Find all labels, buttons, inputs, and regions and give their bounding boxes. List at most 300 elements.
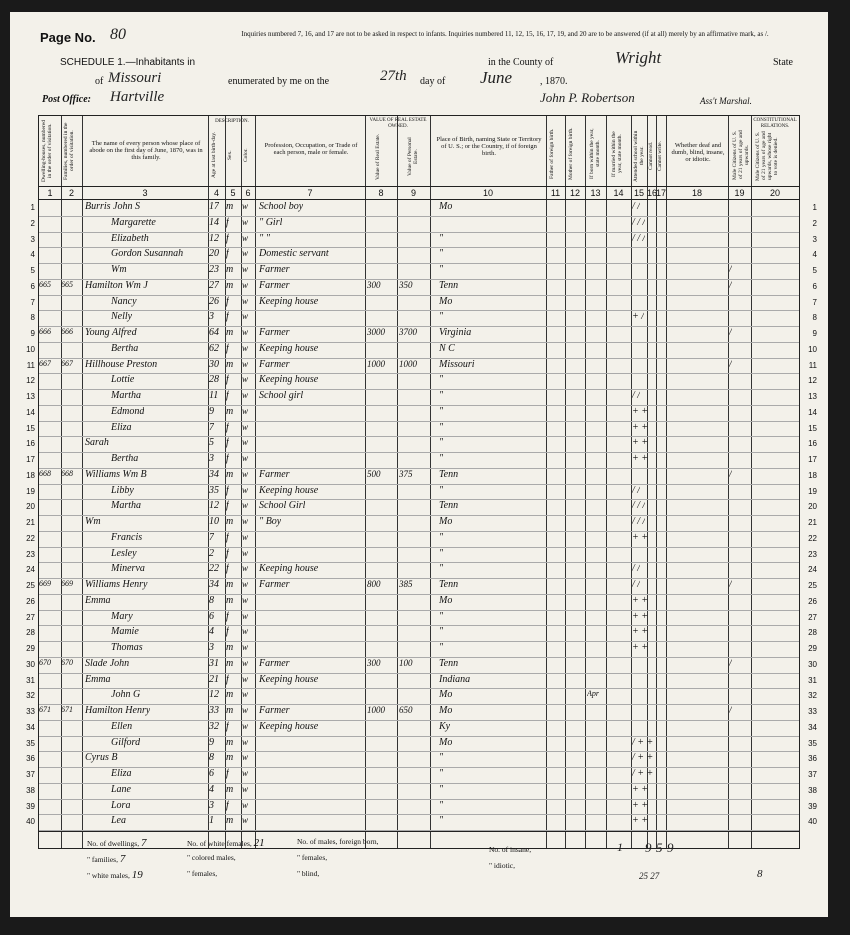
row-age: 4 bbox=[209, 626, 214, 638]
row-number: 6 bbox=[30, 281, 35, 291]
row-birth: Mo bbox=[439, 736, 453, 748]
row-age: 22 bbox=[209, 563, 219, 575]
row-age: 27 bbox=[209, 279, 219, 291]
row-sex: f bbox=[226, 563, 229, 575]
row-number: 38 bbox=[26, 785, 35, 795]
row-name: Thomas bbox=[111, 642, 143, 653]
county-value: Wright bbox=[615, 48, 662, 67]
row-birth: " bbox=[439, 248, 444, 260]
row-number: 31 bbox=[26, 675, 35, 685]
row-name: Williams Wm B bbox=[85, 468, 147, 480]
row-edu: / / bbox=[632, 563, 641, 575]
census-table bbox=[26, 115, 817, 881]
row-birth: " bbox=[439, 531, 444, 543]
row-number: 34 bbox=[808, 722, 817, 732]
row-number: 4 bbox=[30, 250, 35, 260]
row-name: Martha bbox=[111, 500, 141, 512]
row-color: w bbox=[242, 610, 249, 621]
row-number: 17 bbox=[26, 455, 35, 464]
row-sex: m bbox=[226, 642, 234, 653]
row-sex: m bbox=[226, 783, 234, 795]
row-age: 3 bbox=[209, 799, 214, 811]
row-dw: 665 bbox=[39, 279, 51, 289]
row-color: w bbox=[242, 264, 249, 274]
row-number: 6 bbox=[812, 281, 817, 291]
row-birth: Mo bbox=[439, 594, 453, 606]
footer-colored-males: " colored males, bbox=[187, 853, 236, 862]
row-edu: + + bbox=[632, 405, 648, 417]
column-number-4: 4 bbox=[213, 188, 219, 198]
row-number: 10 bbox=[26, 344, 35, 354]
row-birth: " bbox=[439, 421, 444, 433]
row-name: Lora bbox=[111, 799, 131, 811]
page-number: 80 bbox=[110, 26, 126, 43]
row-number: 15 bbox=[26, 423, 35, 433]
row-color: w bbox=[242, 390, 249, 400]
row-age: 5 bbox=[209, 437, 214, 449]
row-name: Lane bbox=[111, 783, 131, 795]
row-re: 1000 bbox=[367, 705, 385, 715]
row-number: 28 bbox=[808, 628, 817, 638]
header-real-estate: VALUE OF REAL ESTATE OWNED. bbox=[369, 118, 427, 129]
column-number-8: 8 bbox=[378, 188, 384, 198]
row-fam: 669 bbox=[61, 579, 73, 588]
row-birth: Mo bbox=[439, 516, 453, 527]
row-sex: f bbox=[226, 453, 229, 464]
column-number-3: 3 bbox=[142, 188, 148, 198]
row-number: 3 bbox=[30, 234, 35, 244]
row-name: Slade John bbox=[85, 657, 130, 669]
row-age: 21 bbox=[209, 673, 219, 685]
row-sex: f bbox=[226, 673, 229, 685]
header-col-15: Attended school within the year. bbox=[633, 130, 645, 182]
row-number: 36 bbox=[26, 754, 35, 764]
row-re: 1000 bbox=[367, 358, 385, 369]
row-birth: N C bbox=[439, 342, 455, 354]
row-age: 3 bbox=[209, 453, 214, 464]
row-number: 20 bbox=[808, 502, 817, 512]
row-number: 9 bbox=[812, 329, 817, 338]
header-constitutional: CONSTITUTIONAL RELATIONS. bbox=[753, 118, 797, 129]
header-col-20: Male Citizens of U. S. of 21 years of age and upwards, whose right to vote is denied. bbox=[755, 131, 779, 181]
row-birth: " bbox=[439, 264, 444, 275]
column-number-1: 1 bbox=[47, 188, 53, 198]
row-sex: f bbox=[226, 547, 229, 559]
row-name: Emma bbox=[85, 594, 111, 606]
row-occ: School girl bbox=[259, 390, 304, 401]
row-number: 15 bbox=[808, 423, 817, 433]
row-age: 11 bbox=[209, 390, 219, 401]
row-name: Mary bbox=[111, 610, 133, 622]
row-c19: / bbox=[729, 327, 732, 338]
row-number: 13 bbox=[808, 392, 817, 401]
row-birth: " bbox=[439, 232, 444, 244]
row-sex: f bbox=[226, 799, 229, 811]
row-color: w bbox=[242, 531, 249, 542]
row-edu: + + bbox=[632, 531, 648, 543]
row-occ: School Girl bbox=[259, 500, 306, 512]
row-edu: / / bbox=[632, 484, 641, 496]
row-number: 21 bbox=[808, 518, 817, 527]
row-age: 7 bbox=[209, 531, 214, 543]
row-age: 17 bbox=[209, 201, 219, 212]
row-birth: " bbox=[439, 405, 444, 417]
row-age: 2 bbox=[209, 547, 214, 559]
row-number: 8 bbox=[30, 313, 35, 323]
row-number: 30 bbox=[808, 659, 817, 669]
row-sex: f bbox=[226, 500, 229, 512]
row-color: w bbox=[242, 689, 249, 700]
row-sex: f bbox=[226, 232, 229, 244]
row-number: 40 bbox=[808, 817, 817, 827]
row-edu: + + bbox=[632, 421, 648, 433]
row-fam: 668 bbox=[61, 468, 73, 478]
row-sex: m bbox=[226, 264, 234, 275]
column-number-13: 13 bbox=[590, 188, 601, 198]
marshal-signature: John P. Robertson bbox=[540, 90, 635, 105]
footer-females-foreign: " females, bbox=[297, 853, 328, 862]
row-name: Young Alfred bbox=[85, 327, 137, 338]
row-color: w bbox=[242, 799, 249, 810]
row-number: 2 bbox=[812, 218, 817, 228]
row-name: Hamilton Wm J bbox=[85, 279, 148, 291]
row-pe: 1000 bbox=[399, 358, 417, 369]
row-color: w bbox=[242, 358, 249, 369]
row-number: 1 bbox=[30, 203, 35, 212]
post-office-value: Hartville bbox=[110, 89, 165, 105]
row-age: 1 bbox=[209, 815, 214, 827]
row-number: 20 bbox=[26, 502, 35, 512]
row-occ: Keeping house bbox=[259, 484, 319, 496]
row-edu: / / / bbox=[632, 232, 646, 244]
row-color: w bbox=[242, 500, 249, 511]
row-occ: Farmer bbox=[259, 264, 290, 275]
row-birth: " bbox=[439, 815, 444, 827]
row-age: 34 bbox=[209, 468, 219, 480]
row-birth: Mo bbox=[439, 705, 453, 716]
footer-blind: " blind, bbox=[297, 869, 320, 878]
row-occ: Keeping house bbox=[259, 673, 319, 685]
row-number: 33 bbox=[26, 707, 35, 716]
header-col-10: Place of Birth, naming State or Territory of U. S.; or the Country, if of foreign birth. bbox=[436, 136, 542, 157]
header-col-13: If born within the year, state month. bbox=[589, 128, 601, 180]
row-birth: " bbox=[439, 626, 444, 638]
row-sex: f bbox=[226, 311, 229, 323]
row-number: 17 bbox=[808, 455, 817, 464]
row-number: 8 bbox=[812, 313, 817, 323]
row-edu: + + bbox=[632, 642, 648, 653]
row-fam: 667 bbox=[61, 358, 73, 368]
header-col-1: Dwelling-houses, numbered in the order of visitation. bbox=[41, 119, 53, 182]
column-number-17: 17 bbox=[656, 188, 667, 198]
header-note: Inquiries numbered 7, 16, and 17 are not to be asked in respect to infants. Inquiries numbered 11, 12, 15, 16, 17, 19, and 20 are to be answered (if at all) merely by an affirmative mark, as /. bbox=[241, 30, 769, 38]
row-name: Williams Henry bbox=[85, 579, 148, 590]
row-age: 9 bbox=[209, 736, 214, 748]
row-sex: m bbox=[226, 815, 234, 827]
row-age: 6 bbox=[209, 610, 214, 622]
row-sex: m bbox=[226, 657, 234, 669]
row-birth: Indiana bbox=[439, 673, 471, 685]
row-occ: Farmer bbox=[259, 327, 290, 338]
row-birth: Tenn bbox=[439, 500, 459, 512]
row-birth: Virginia bbox=[439, 327, 472, 338]
row-birth: " bbox=[439, 390, 444, 401]
row-edu: / + + bbox=[632, 736, 654, 748]
row-number: 11 bbox=[808, 360, 817, 370]
row-sex: m bbox=[226, 594, 234, 606]
footer-families: " families, 7 bbox=[87, 853, 126, 865]
row-name: Gordon Susannah bbox=[111, 248, 184, 260]
row-number: 7 bbox=[812, 297, 817, 307]
footer-dwellings: No. of dwellings, 7 bbox=[87, 837, 147, 849]
row-birth: " bbox=[439, 610, 444, 622]
row-sex: m bbox=[226, 705, 234, 716]
row-color: w bbox=[242, 468, 249, 479]
row-number: 9 bbox=[30, 329, 35, 338]
footer-idiotic: " idiotic, bbox=[489, 861, 515, 870]
row-color: w bbox=[242, 563, 249, 574]
row-edu: + + bbox=[632, 783, 648, 795]
row-birth: Ky bbox=[439, 720, 451, 732]
row-number: 24 bbox=[26, 565, 35, 575]
row-color: w bbox=[242, 626, 249, 637]
row-sex: m bbox=[226, 327, 234, 338]
row-color: w bbox=[242, 421, 249, 432]
row-number: 37 bbox=[808, 770, 817, 779]
row-edu: + + bbox=[632, 815, 648, 827]
row-age: 3 bbox=[209, 642, 214, 653]
row-sex: f bbox=[226, 437, 229, 449]
header-col-12: Mother of foreign birth. bbox=[568, 127, 574, 181]
row-color: w bbox=[242, 327, 249, 337]
footer-tally-16: 9 bbox=[645, 840, 652, 855]
header-col-5: Sex. bbox=[227, 150, 233, 160]
page-label: Page No. bbox=[40, 30, 96, 45]
row-number: 3 bbox=[812, 234, 817, 244]
row-age: 4 bbox=[209, 783, 214, 795]
row-color: w bbox=[242, 547, 249, 558]
row-number: 5 bbox=[30, 266, 35, 275]
row-c19: / bbox=[729, 468, 732, 480]
row-birth: " bbox=[439, 768, 444, 779]
column-number-10: 10 bbox=[482, 188, 493, 198]
row-sex: m bbox=[226, 752, 234, 764]
row-occ: Farmer bbox=[259, 657, 290, 669]
row-number: 34 bbox=[26, 722, 35, 732]
row-name: Elizabeth bbox=[111, 232, 149, 244]
row-occ: Keeping house bbox=[259, 295, 319, 307]
row-occ: School boy bbox=[259, 201, 304, 212]
row-number: 10 bbox=[808, 344, 817, 354]
row-name: Mamie bbox=[111, 626, 139, 638]
row-name: Lesley bbox=[111, 547, 137, 559]
row-name: Sarah bbox=[85, 437, 109, 449]
row-number: 25 bbox=[26, 581, 35, 590]
row-sex: f bbox=[226, 390, 229, 401]
row-color: w bbox=[242, 768, 249, 778]
header-col-14: If married within the year, state month. bbox=[611, 131, 623, 177]
row-age: 30 bbox=[209, 358, 219, 370]
row-number: 22 bbox=[808, 533, 817, 543]
row-occ: Farmer bbox=[259, 358, 290, 370]
column-number-19: 19 bbox=[734, 188, 745, 198]
header-col-8: Value of Real Estate. bbox=[375, 133, 381, 181]
row-number: 1 bbox=[812, 203, 817, 212]
row-age: 12 bbox=[209, 232, 219, 244]
row-name: Cyrus B bbox=[85, 752, 118, 764]
row-age: 33 bbox=[209, 705, 219, 716]
row-birth: Mo bbox=[439, 689, 453, 701]
row-number: 36 bbox=[808, 754, 817, 764]
row-birth: " bbox=[439, 799, 444, 811]
row-color: w bbox=[242, 201, 249, 211]
column-number-16: 16 bbox=[647, 188, 658, 198]
row-age: 62 bbox=[209, 342, 219, 354]
row-number: 27 bbox=[26, 612, 35, 622]
row-number: 33 bbox=[808, 707, 817, 716]
row-number: 19 bbox=[808, 486, 817, 496]
row-occ: Keeping house bbox=[259, 720, 319, 732]
row-c19: / bbox=[729, 579, 732, 590]
row-dw: 670 bbox=[39, 657, 51, 667]
row-sex: f bbox=[226, 374, 229, 386]
row-fam: 670 bbox=[61, 657, 73, 667]
footer-white-females: No. of white females, 21 bbox=[187, 837, 265, 849]
row-color: w bbox=[242, 783, 249, 794]
row-re: 3000 bbox=[367, 327, 385, 337]
row-birth: " bbox=[439, 752, 444, 764]
row-color: w bbox=[242, 815, 249, 826]
row-birth: Tenn bbox=[439, 657, 459, 669]
row-c19: / bbox=[729, 264, 732, 275]
row-edu: + + bbox=[632, 799, 648, 811]
row-age: 8 bbox=[209, 594, 214, 606]
row-name: Martha bbox=[111, 390, 141, 401]
row-color: w bbox=[242, 248, 249, 259]
row-occ: Keeping house bbox=[259, 342, 319, 354]
row-number: 11 bbox=[26, 360, 35, 370]
row-number: 16 bbox=[26, 439, 35, 449]
footer-tally-18: 9 bbox=[667, 840, 674, 855]
row-age: 35 bbox=[209, 484, 219, 496]
row-number: 27 bbox=[808, 612, 817, 622]
row-number: 26 bbox=[808, 596, 817, 606]
row-color: w bbox=[242, 673, 249, 684]
row-color: w bbox=[242, 705, 249, 715]
row-edu: + + bbox=[632, 626, 648, 638]
row-sex: f bbox=[226, 531, 229, 543]
row-c13: Apr bbox=[587, 689, 599, 699]
row-dw: 671 bbox=[39, 705, 51, 714]
row-color: w bbox=[242, 311, 249, 322]
enum-text: enumerated by me on the bbox=[228, 76, 330, 87]
row-sex: f bbox=[226, 342, 229, 354]
row-name: Margarette bbox=[111, 216, 156, 228]
row-edu: + + bbox=[632, 453, 648, 464]
column-number-18: 18 bbox=[691, 188, 702, 198]
row-sex: m bbox=[226, 279, 234, 291]
row-edu: / / / bbox=[632, 216, 646, 228]
row-age: 12 bbox=[209, 500, 219, 512]
header-col-17: Cannot write. bbox=[657, 141, 663, 171]
row-color: w bbox=[242, 374, 249, 385]
row-occ: " Girl bbox=[259, 216, 283, 228]
row-sex: m bbox=[226, 689, 234, 701]
row-age: 9 bbox=[209, 405, 214, 417]
row-name: Wm bbox=[85, 516, 101, 527]
row-name: Gilford bbox=[111, 736, 141, 748]
row-color: w bbox=[242, 516, 249, 526]
row-number: 2 bbox=[30, 218, 35, 228]
row-age: 6 bbox=[209, 768, 214, 779]
row-edu: / / / bbox=[632, 500, 646, 512]
row-name: Nancy bbox=[111, 295, 137, 307]
row-number: 25 bbox=[808, 581, 817, 590]
row-age: 14 bbox=[209, 216, 219, 228]
row-dw: 668 bbox=[39, 468, 51, 478]
row-re: 500 bbox=[367, 468, 381, 479]
row-sex: m bbox=[226, 579, 234, 590]
row-sex: f bbox=[226, 720, 229, 732]
row-name: Libby bbox=[111, 484, 134, 496]
row-color: w bbox=[242, 484, 249, 495]
row-age: 26 bbox=[209, 295, 219, 307]
column-number-15: 15 bbox=[633, 188, 644, 198]
row-number: 12 bbox=[808, 376, 817, 386]
row-sex: m bbox=[226, 736, 234, 748]
row-birth: " bbox=[439, 642, 444, 653]
row-color: w bbox=[242, 342, 249, 353]
row-color: w bbox=[242, 736, 249, 747]
row-sex: m bbox=[226, 201, 234, 212]
row-occ: " " bbox=[259, 232, 270, 244]
row-birth: Mo bbox=[439, 295, 453, 307]
row-color: w bbox=[242, 752, 249, 763]
row-number: 22 bbox=[26, 533, 35, 543]
row-sex: m bbox=[226, 516, 234, 527]
row-number: 7 bbox=[30, 297, 35, 307]
row-c19: / bbox=[729, 705, 732, 716]
row-color: w bbox=[242, 295, 249, 306]
census-sheet bbox=[10, 12, 828, 917]
row-sex: f bbox=[226, 248, 229, 260]
row-name: Ellen bbox=[111, 720, 133, 732]
row-number: 35 bbox=[26, 738, 35, 748]
header-col-9: Value of Personal Estate. bbox=[407, 137, 419, 177]
header-col-19: Male Citizens of U. S. of 21 years of age and upwards. bbox=[732, 130, 750, 180]
row-name: Hamilton Henry bbox=[85, 705, 151, 716]
row-birth: " bbox=[439, 374, 444, 386]
row-edu: / + + bbox=[632, 768, 654, 779]
row-name: Edmond bbox=[111, 405, 145, 417]
row-sex: f bbox=[226, 295, 229, 307]
row-number: 30 bbox=[26, 659, 35, 669]
year-label: , 1870. bbox=[540, 76, 568, 87]
row-birth: Mo bbox=[439, 201, 453, 212]
row-age: 10 bbox=[209, 516, 219, 527]
row-number: 13 bbox=[26, 392, 35, 401]
row-number: 14 bbox=[26, 407, 35, 417]
column-number-5: 5 bbox=[230, 188, 236, 198]
row-birth: " bbox=[439, 547, 444, 559]
row-re: 300 bbox=[367, 657, 381, 668]
row-name: Eliza bbox=[111, 768, 132, 779]
row-number: 23 bbox=[26, 549, 35, 559]
header-col-6: Color. bbox=[243, 148, 249, 162]
row-sex: f bbox=[226, 768, 229, 779]
header-col-11: Father of foreign birth. bbox=[549, 128, 555, 180]
of-label: of bbox=[95, 76, 104, 87]
